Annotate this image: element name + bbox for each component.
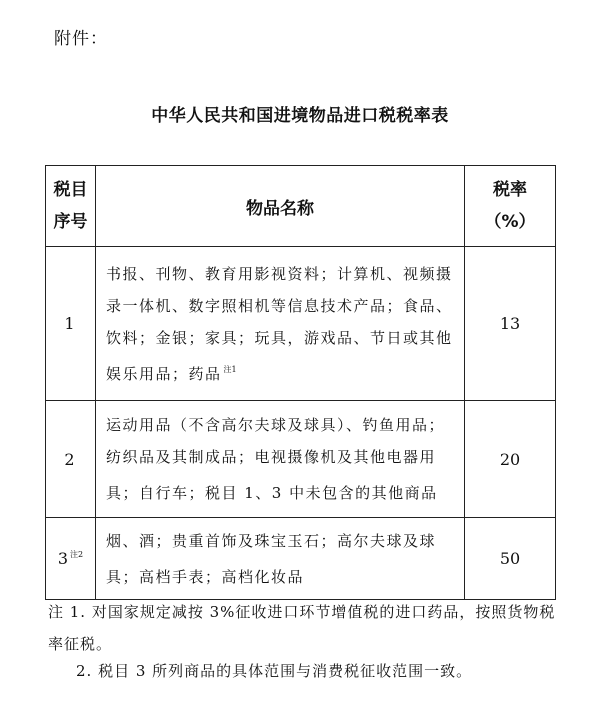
- row-items-cell: [96, 247, 465, 401]
- table-row: [46, 401, 556, 518]
- row-number: 1: [64, 314, 75, 333]
- table-header-row: [46, 166, 556, 247]
- header-tax-number: [46, 166, 96, 247]
- page-title: 中华人民共和国进境物品进口税税率表: [151, 106, 449, 126]
- footnote-2: 2. 税目 3 所列商品的具体范围与消费税征收范围一致。: [76, 662, 473, 680]
- header-tax-rate-line1: 税率: [493, 180, 527, 200]
- row-rate: 20: [465, 401, 556, 518]
- header-tax-number-line2: 序号: [53, 212, 88, 232]
- row-number-note: 注2: [70, 550, 84, 559]
- row-number: 3: [57, 549, 69, 568]
- table-row: [46, 247, 556, 401]
- row-items: 烟、酒；贵重首饰及珠宝玉石；高尔夫球及球具；高档手表；高档化妆品: [106, 531, 437, 586]
- row-rate: 50: [465, 518, 556, 600]
- header-tax-rate: [465, 166, 556, 247]
- row-items: 运动用品（不含高尔夫球及球具）、钓鱼用品；纺织品及其制成品；电视摄像机及其他电器用具；自行车；税目 1、3 中未包含的其他商品: [106, 416, 446, 502]
- footnote-1: 注 1. 对国家规定减按 3%征收进口环节增值税的进口药品，按照货物税率征税。: [48, 603, 556, 653]
- row-items: 书报、刊物、教育用影视资料；计算机、视频摄录一体机、数字照相机等信息技术产品；食品、饮料；金银；家具；玩具，游戏品、节日或其他娱乐用品；药品: [106, 264, 453, 383]
- table-row: [46, 518, 556, 600]
- row-number-cell: [46, 518, 96, 600]
- row-rate: 13: [465, 247, 556, 401]
- row-items-cell: [96, 401, 465, 518]
- row-number: 2: [64, 449, 75, 469]
- row-number-cell: [46, 401, 96, 518]
- row-items-note: 注1: [223, 364, 237, 374]
- tax-rate-table: [45, 165, 556, 600]
- header-item-name: 物品名称: [96, 166, 465, 247]
- attachment-label: 附件：: [54, 29, 108, 49]
- header-tax-rate-line2: （%）: [484, 212, 536, 232]
- row-number-cell: [46, 247, 96, 401]
- row-items-cell: [96, 518, 465, 600]
- header-tax-number-line1: 税目: [53, 180, 88, 200]
